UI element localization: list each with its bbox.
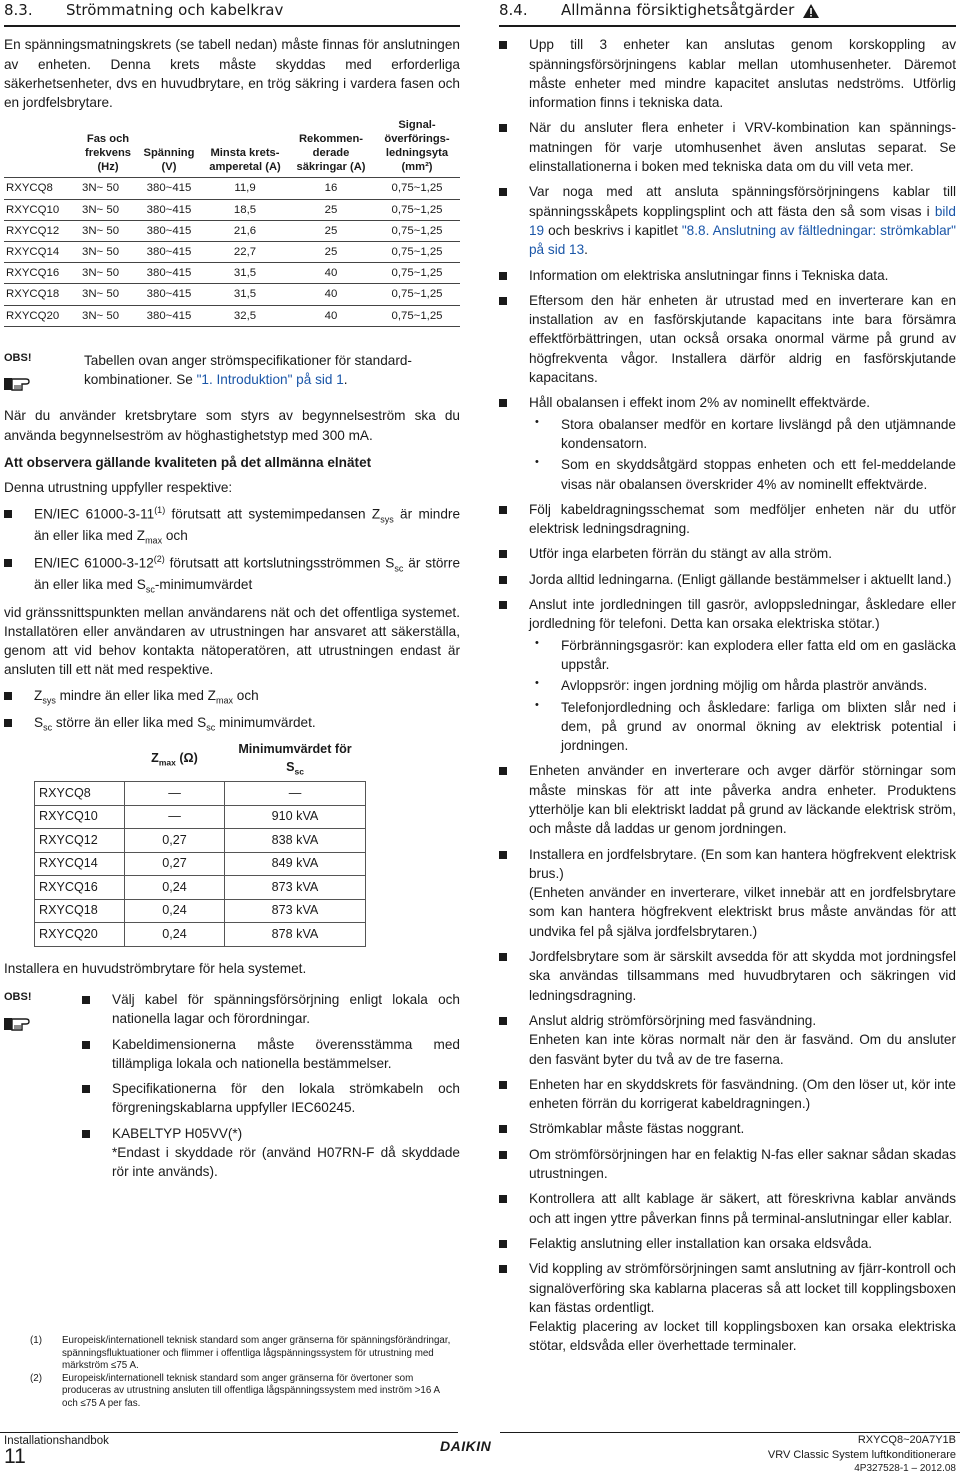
- obs-label: OBS!: [4, 991, 32, 1003]
- conditions-list: [4, 686, 460, 735]
- zmax-table-body: [35, 782, 366, 947]
- list-item: Kabeldimensionerna måste överensstämma med tillämpliga lokala och nationella bestämmelser.: [82, 1035, 460, 1074]
- table-row: [35, 876, 366, 900]
- table-cell: 0,24: [125, 876, 225, 900]
- table-cell: 25: [288, 242, 374, 263]
- sub-list-item: • Som en skyddsåtgärd stoppas enheten och ett fel-meddelande visas när obalansen överskrider 4% av nominellt effektvärde.: [529, 455, 956, 494]
- table-cell: 40: [288, 305, 374, 326]
- table-cell: 32,5: [202, 305, 288, 326]
- table-cell: 21,6: [202, 220, 288, 241]
- heading-rule: [4, 25, 460, 27]
- table-cell: 0,75~1,25: [374, 263, 460, 284]
- table-cell: 3N~ 50: [80, 284, 136, 305]
- sub-list-item: • Telefonjordledning och åskledare: farliga om blixten slår ned i dem, på grund av onormal ökning av elektrisk potential i jordningen.: [529, 698, 956, 756]
- install-breaker-paragraph: Installera en huvudströmbrytare för hela systemet.: [4, 960, 307, 976]
- list-item: Utför inga elarbeten förrän du stängt av alla ström.: [499, 544, 956, 563]
- manual-type: Installationshandbok: [4, 1435, 109, 1447]
- list-item: Upp till 3 enheter kan anslutas genom korskoppling av spänningsförsörjningens kablar mellan utomhusenheter. Däremot måste enheter med mindre kapacitet anslutas nedströms. Utförlig information finns i tekniska data.: [499, 35, 956, 112]
- header-signal-wire-size: Signal-överförings-ledningsyta (mm²): [384, 119, 450, 174]
- list-item: Var noga med att ansluta spänningsförsörjningens kablar till spänningsskåpets kopplingsplint och att fästa den så som visas i bild 19 och beskrivs i kapitlet "8.8. Anslutning av fältledningar: strömkablar" på sid 13.: [499, 182, 956, 259]
- pointing-hand-icon: [4, 1012, 34, 1032]
- list-item: $S_{sc}$ större än eller lika med $S_{sc}$ minimumvärdet.: [4, 713, 460, 734]
- table-cell: 0,75~1,25: [374, 199, 460, 220]
- header-model: [35, 741, 125, 782]
- table-cell: RXYCQ14: [4, 242, 80, 263]
- table-cell: RXYCQ20: [35, 923, 125, 947]
- sub-list-item: • Avloppsrör: ingen jordning möjlig om hårda plaströr används.: [529, 676, 956, 695]
- table-cell: 25: [288, 199, 374, 220]
- header-voltage: Spänning (V): [143, 147, 195, 174]
- table-cell: 873 kVA: [225, 876, 366, 900]
- table-row: [35, 852, 366, 876]
- table-cell: —: [125, 805, 225, 829]
- list-item: Håll obalansen i effekt inom 2% av nominellt effektvärde. • Stora obalanser medför en kortare livslängd på den utjämnande kondensatorn. • Som en skyddsåtgärd stoppas enheten och ett fel-meddelande visas när obalansen överskrider 4% av nominellt effektvärde.: [499, 393, 956, 493]
- table-cell: 0,75~1,25: [374, 305, 460, 326]
- table-row: [35, 782, 366, 806]
- interface-paragraph: vid gränssnittspunkten mellan användarens nät och det offentliga systemet. Installatören eller användaren av utrustningen har ansvaret att säkerställa, genom att vid behov kontakta nätoperatören, att utrustningen endast är ansluten till ett nät med respektive.: [4, 604, 460, 678]
- standards-list: [4, 504, 460, 597]
- list-item: Information om elektriska anslutningar finns i Tekniska data.: [499, 266, 956, 285]
- sub-list: [529, 415, 956, 494]
- table-cell: —: [125, 782, 225, 806]
- header-min-ssc: Minimumvärdet för $S_{sc}$: [238, 741, 352, 777]
- breaker-paragraph: När du använder kretsbrytare som styrs av begynnelseström ska du använda begynnelseström av höghastighetstyp med 300 mA.: [4, 408, 460, 443]
- obs-note-1-text: Tabellen ovan anger strömspecifikationer för standard-kombinationer. Se "1. Introduktion" på sid 1.: [84, 352, 412, 388]
- table-cell: RXYCQ8: [35, 782, 125, 806]
- quality-heading: Att observera gällande kvaliteten på det allmänna elnätet: [4, 455, 372, 470]
- table-cell: 31,5: [202, 263, 288, 284]
- table-cell: 380~415: [136, 263, 202, 284]
- table-header-row: [35, 741, 366, 782]
- table-cell: 3N~ 50: [80, 199, 136, 220]
- warning-icon: [802, 3, 820, 19]
- table-cell: 16: [288, 178, 374, 199]
- table-cell: RXYCQ18: [35, 899, 125, 923]
- section-heading-8-4: [499, 0, 956, 21]
- table-cell: 0,27: [125, 829, 225, 853]
- table-cell: 22,7: [202, 242, 288, 263]
- table-cell: 0,75~1,25: [374, 242, 460, 263]
- table-cell: 380~415: [136, 178, 202, 199]
- left-column: [4, 0, 460, 1188]
- obs-label: OBS!: [4, 351, 32, 364]
- footnote: (1) Europeisk/internationell teknisk standard som anger gränserna för spänningsförändringar, spänningsfluktuationer och flimmer i offentliga lågspänningssystem för utrustning med märkström ≤75 A.: [30, 1335, 451, 1372]
- list-item: Anslut inte jordledningen till gasrör, avloppsledningar, åskledare eller jordledning för telefoni. Detta kan orsaka elektriska stötar.) • Förbränningsgasrör: kan explodera eller fatta eld om en gasläcka uppstår. • Avloppsrör: ingen jordning möjlig om hårda plaströr används. • Telefonjordledning och åskledare: farliga om blixten slår ned i dem, på grund av onormal ökning av elektrisk potential i jordningen.: [499, 595, 956, 755]
- table-cell: 3N~ 50: [80, 242, 136, 263]
- table-row: [4, 263, 460, 284]
- link-figure-19[interactable]: bild 19: [529, 203, 956, 238]
- list-item: EN/IEC 61000-3-11$^{(1)}$ förutsatt att systemimpedansen $Z_{sys}$ är mindre än eller lika med $Z_{max}$ och: [4, 504, 460, 548]
- table-row: [4, 199, 460, 220]
- table-cell: 0,24: [125, 923, 225, 947]
- section-heading-8-3: [4, 0, 460, 21]
- table-cell: 3N~ 50: [80, 263, 136, 284]
- list-item: Välj kabel för spänningsförsörjning enligt lokala och nationella lagar och förordningar.: [82, 990, 460, 1029]
- table-cell: 878 kVA: [225, 923, 366, 947]
- table-cell: 849 kVA: [225, 852, 366, 876]
- section-number: 8.4.: [499, 1, 528, 19]
- list-item: Installera en jordfelsbrytare. (En som kan hantera högfrekvent elektrisk brus.) (Enheten använder en inverterare, vilket innebär att en jordfelsbrytare som kan hantera högfrekvent elektriskt brus måste användas för att undvika fel på själva jordfelsbrytaren.): [499, 845, 956, 941]
- table-cell: —: [225, 782, 366, 806]
- list-item: Kontrollera att allt kablage är säkert, att föreskrivna kablar används och att ingen yttre påverkan finns på terminal-anslutningar eller kablar.: [499, 1189, 956, 1228]
- table-cell: RXYCQ18: [4, 284, 80, 305]
- heading-rule: [499, 25, 956, 27]
- right-column: [499, 0, 956, 1362]
- table-cell: RXYCQ8: [4, 178, 80, 199]
- header-recommended-fuses: Rekommen-derade säkringar (A): [296, 133, 366, 174]
- table-cell: 31,5: [202, 284, 288, 305]
- obs-note-1: [4, 351, 460, 393]
- page-number: 11: [4, 1445, 26, 1468]
- section-title: Allmänna försiktighetsåtgärder: [561, 1, 795, 19]
- table-row: [4, 284, 460, 305]
- list-item: Om strömförsörjningen har en felaktig N-fas eller saknar sådan skadas utrustningen.: [499, 1145, 956, 1184]
- table-cell: RXYCQ12: [35, 829, 125, 853]
- link-introduction[interactable]: "1. Introduktion" på sid 1: [196, 372, 344, 388]
- table-cell: 838 kVA: [225, 829, 366, 853]
- table-cell: 18,5: [202, 199, 288, 220]
- table-cell: 380~415: [136, 284, 202, 305]
- table-cell: 380~415: [136, 242, 202, 263]
- sub-list: [529, 636, 956, 756]
- table-cell: 380~415: [136, 199, 202, 220]
- table-cell: 3N~ 50: [80, 305, 136, 326]
- table-row: [35, 923, 366, 947]
- table-cell: 40: [288, 284, 374, 305]
- footnotes: [30, 1335, 456, 1410]
- section-number: 8.3.: [4, 1, 33, 19]
- list-item: Jorda alltid ledningarna. (Enligt gällande bestämmelser i aktuellt land.): [499, 570, 956, 589]
- table-row: [4, 305, 460, 326]
- table-row: [35, 805, 366, 829]
- table-cell: RXYCQ20: [4, 305, 80, 326]
- table-cell: 380~415: [136, 305, 202, 326]
- table-cell: RXYCQ10: [35, 805, 125, 829]
- list-item: Specifikationerna för den lokala strömkabeln och förgreningskablarna uppfyller IEC60245.: [82, 1079, 460, 1118]
- table-cell: 910 kVA: [225, 805, 366, 829]
- table-row: [4, 220, 460, 241]
- sub-list-item: • Förbränningsgasrör: kan explodera eller fatta eld om en gasläcka uppstår.: [529, 636, 956, 675]
- precautions-list: [499, 35, 956, 1355]
- table-cell: RXYCQ14: [35, 852, 125, 876]
- table-cell: 3N~ 50: [80, 178, 136, 199]
- table-cell: 0,24: [125, 899, 225, 923]
- sub-list-item: • Stora obalanser medför en kortare livslängd på den utjämnande kondensatorn.: [529, 415, 956, 454]
- pointing-hand-icon: [4, 372, 34, 392]
- intro-paragraph: En spänningsmatningskrets (se tabell nedan) måste finnas för anslutningen av enheten. Denna krets måste skyddas med erforderliga säkerhetsenheter, dvs en huvudbrytare, en trög säkring i vardera fasen och en jordfelsbrytare.: [4, 37, 460, 111]
- table-cell: 40: [288, 263, 374, 284]
- daikin-logo: DAIKIN: [440, 1438, 492, 1454]
- list-item: Eftersom den här enheten är utrustad med en inverterare kan en installation av en fasförskjutande kapacitans inte bara försämra effektförbättringen, utan också orsaka onormal värme på grund av högfrekventa vågor. Installera därför aldrig en fasförskjutande kapacitans.: [499, 291, 956, 387]
- list-item: KABELTYP H05VV(*) *Endast i skyddade rör (använd H07RN-F då skyddade rör inte används).: [82, 1124, 460, 1182]
- cable-requirements-list: [82, 990, 460, 1188]
- table-row: [35, 829, 366, 853]
- list-item: Följ kabeldragningsschemat som medföljer enheten när du utför elektrisk ledningsdragning.: [499, 500, 956, 539]
- table-cell: 11,9: [202, 178, 288, 199]
- table-cell: RXYCQ16: [4, 263, 80, 284]
- table-cell: RXYCQ12: [4, 220, 80, 241]
- obs-note-2: [4, 990, 460, 1188]
- list-item: Enheten använder en inverterare och avger därför störningar som måste minskas för att inte påverka andra enheter. Produktens ytterhölje kan bli elektriskt laddat på grund av läckande elektrisk ström, och måste då laddas ur genom jordningen.: [499, 761, 956, 838]
- table-cell: 0,75~1,25: [374, 284, 460, 305]
- table-row: [4, 178, 460, 199]
- power-supply-table-body: [4, 178, 460, 326]
- list-item: $Z_{sys}$ mindre än eller lika med $Z_{max}$ och: [4, 686, 460, 707]
- document-number: 4P327528-1 – 2012.08: [854, 1463, 956, 1473]
- header-phase-frequency: Fas och frekvens (Hz): [84, 133, 132, 174]
- obs-badge: [4, 351, 84, 393]
- table-cell: 0,75~1,25: [374, 178, 460, 199]
- model-range: RXYCQ8~20A7Y1B: [857, 1434, 956, 1446]
- link-section-8-8[interactable]: "8.8. Anslutning av fältledningar: strömkablar" på sid 13: [529, 222, 957, 258]
- table-cell: 380~415: [136, 220, 202, 241]
- header-min-circuit-amps: Minsta krets-amperetal (A): [209, 147, 281, 174]
- header-zmax: $Z_{max}$ (Ω): [151, 750, 198, 768]
- header-model: [4, 118, 80, 178]
- table-header-row: [4, 118, 460, 178]
- document-info: [768, 1433, 956, 1473]
- list-item: Felaktig anslutning eller installation kan orsaka eldsvåda.: [499, 1234, 956, 1253]
- table-row: [35, 899, 366, 923]
- power-supply-table: [4, 118, 460, 326]
- footnote: (2) Europeisk/internationell teknisk standard som anger gränserna för övertoner som produceras av utrustning ansluten till offentliga lågspänningssystem med inström >16 A och ≤75 A per fas.: [30, 1372, 440, 1409]
- quality-intro: Denna utrustning uppfyller respektive:: [4, 480, 233, 496]
- table-cell: 25: [288, 220, 374, 241]
- list-item: EN/IEC 61000-3-12$^{(2)}$ förutsatt att kortslutningsströmmen $S_{sc}$ är större än eller lika med $S_{sc}$-minimumvärdet: [4, 553, 460, 597]
- table-row: [4, 242, 460, 263]
- list-item: När du ansluter flera enheter i VRV-kombination kan spännings-matningen för varje utomhusenhet även anslutas separat. Se elinstallationerna i boken med tekniska data om du vill veta mer.: [499, 118, 956, 176]
- table-cell: 873 kVA: [225, 899, 366, 923]
- list-item: Strömkablar måste fästas noggrant.: [499, 1119, 956, 1138]
- table-cell: 0,75~1,25: [374, 220, 460, 241]
- zmax-table: [34, 741, 366, 947]
- table-cell: RXYCQ16: [35, 876, 125, 900]
- obs-badge: [4, 990, 84, 1032]
- product-name: VRV Classic System luftkonditionerare: [767, 1448, 956, 1461]
- table-cell: 3N~ 50: [80, 220, 136, 241]
- list-item: Enheten har en skyddskrets för fasvändning. (Om den löser ut, kör inte enheten förrän du korrigerat kabeldragningen.): [499, 1075, 956, 1114]
- list-item: Jordfelsbrytare som är särskilt avsedda för att skydda mot jordningsfel ska användas tillsammans med huvudbrytaren och säkringen vid ledningsdragning.: [499, 947, 956, 1005]
- table-cell: RXYCQ10: [4, 199, 80, 220]
- list-item: Vid koppling av strömförsörjningen samt anslutning av fjärr-kontroll och signalöverföring ska kablarna placeras så att locket till kopplingsboxen kan fästas ordentligt. Felaktig placering av locket till kopplingsboxen kan orsaka elektriska stötar, eldsvåda eller överhettade terminaler.: [499, 1259, 956, 1355]
- page-footer: [0, 1432, 960, 1472]
- list-item: Anslut aldrig strömförsörjning med fasvändning. Enheten kan inte köras normalt när den är fasvänd. Om du ansluter den fasvänt byter du två av de tre faserna.: [499, 1011, 956, 1069]
- section-title: Strömmatning och kabelkrav: [66, 1, 284, 19]
- table-cell: 0,27: [125, 852, 225, 876]
